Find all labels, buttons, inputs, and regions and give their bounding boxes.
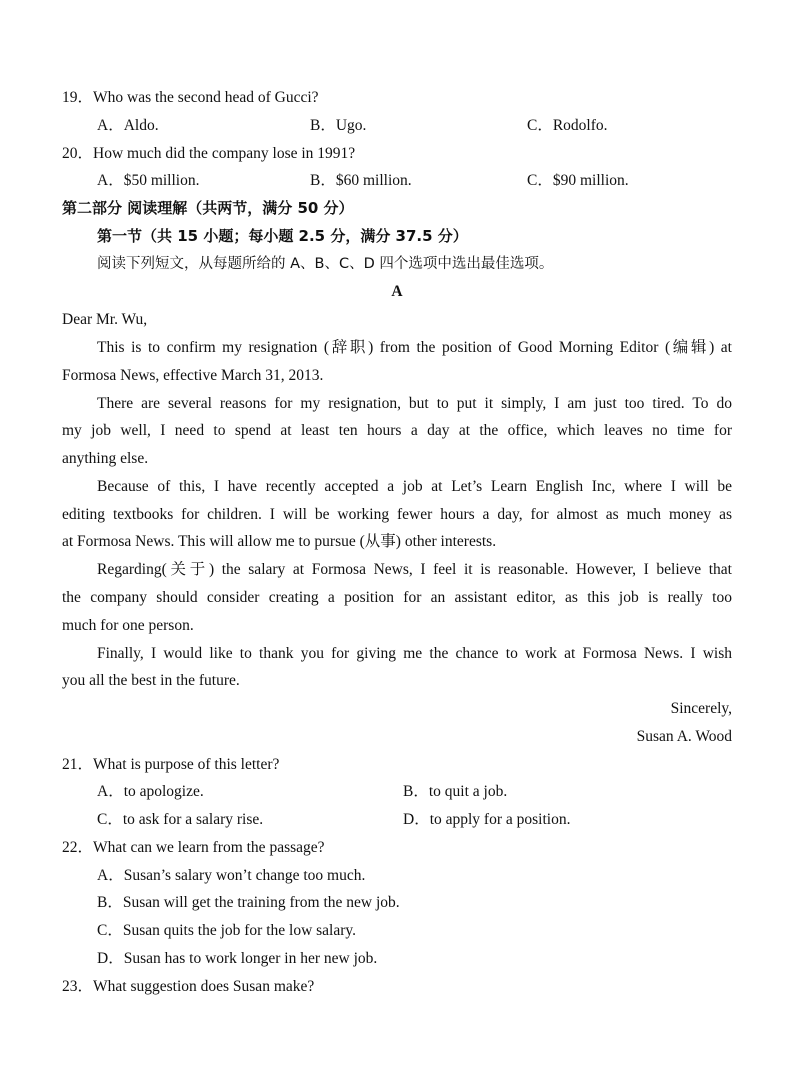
letter-p2-line2: my job well, I need to spend at least ten hours a day at the office, which leaves no time for xyxy=(62,422,732,439)
q22-option-d: D．Susan has to work longer in her new job. xyxy=(97,950,378,967)
q20-option-b: B．$60 million. xyxy=(310,172,412,189)
letter-closing: Sincerely, xyxy=(670,700,732,717)
q22-option-b: B．Susan will get the training from the new job. xyxy=(97,894,400,911)
question-20: 20．How much did the company lose in 1991? xyxy=(62,145,356,162)
question-23: 23．What suggestion does Susan make? xyxy=(62,978,315,995)
q20-option-a: A．$50 million. xyxy=(97,172,200,189)
letter-salutation: Dear Mr. Wu, xyxy=(62,311,148,328)
letter-p1-line2: Formosa News, effective March 31, 2013. xyxy=(62,367,324,384)
letter-p5-line1: Finally, I would like to thank you for giving me the chance to work at Formosa News. I wish xyxy=(97,645,732,662)
letter-p4-line2: the company should consider creating a position for an assistant editor, as this job is really too xyxy=(62,589,732,606)
letter-p4-line3: much for one person. xyxy=(62,617,194,634)
letter-p3-line2: editing textbooks for children. I will be working fewer hours a day, for almost as much money as xyxy=(62,506,732,523)
letter-signature: Susan A. Wood xyxy=(636,728,732,745)
letter-p4-line1: Regarding(关于) the salary at Formosa News, I feel it is reasonable. However, I believe that xyxy=(97,561,732,578)
q21-option-b: B．to quit a job. xyxy=(403,783,508,800)
q21-option-a: A．to apologize. xyxy=(97,783,204,800)
section-subtitle: 第一节（共 15 小题；每小题 2.5 分，满分 37.5 分） xyxy=(97,227,468,245)
question-22: 22．What can we learn from the passage? xyxy=(62,839,325,856)
q19-option-a: A．Aldo. xyxy=(97,117,159,134)
q21-option-c: C．to ask for a salary rise. xyxy=(97,811,264,828)
instruction: 阅读下列短文，从每题所给的 A、B、C、D 四个选项中选出最佳选项。 xyxy=(97,256,554,272)
letter-p2-line3: anything else. xyxy=(62,450,149,467)
question-21: 21．What is purpose of this letter? xyxy=(62,756,280,773)
letter-p5-line2: you all the best in the future. xyxy=(62,672,240,689)
q22-option-a: A．Susan’s salary won’t change too much. xyxy=(97,867,366,884)
q20-option-c: C．$90 million. xyxy=(527,172,629,189)
q19-option-c: C．Rodolfo. xyxy=(527,117,608,134)
q19-option-b: B．Ugo. xyxy=(310,117,367,134)
passage-label: A xyxy=(391,283,403,300)
question-19: 19．Who was the second head of Gucci? xyxy=(62,89,319,106)
letter-p1-line1: This is to confirm my resignation (辞职) from the position of Good Morning Editor (编辑) at xyxy=(97,339,732,356)
q21-option-d: D．to apply for a position. xyxy=(403,811,571,828)
part-title: 第二部分 阅读理解（共两节，满分 50 分） xyxy=(62,199,354,217)
letter-p3-line3: at Formosa News. This will allow me to pursue (从事) other interests. xyxy=(62,533,497,550)
letter-p3-line1: Because of this, I have recently accepted a job at Let’s Learn English Inc, where I will be xyxy=(97,478,732,495)
letter-p2-line1: There are several reasons for my resignation, but to put it simply, I am just too tired. To do xyxy=(97,395,732,412)
q22-option-c: C．Susan quits the job for the low salary. xyxy=(97,922,357,939)
